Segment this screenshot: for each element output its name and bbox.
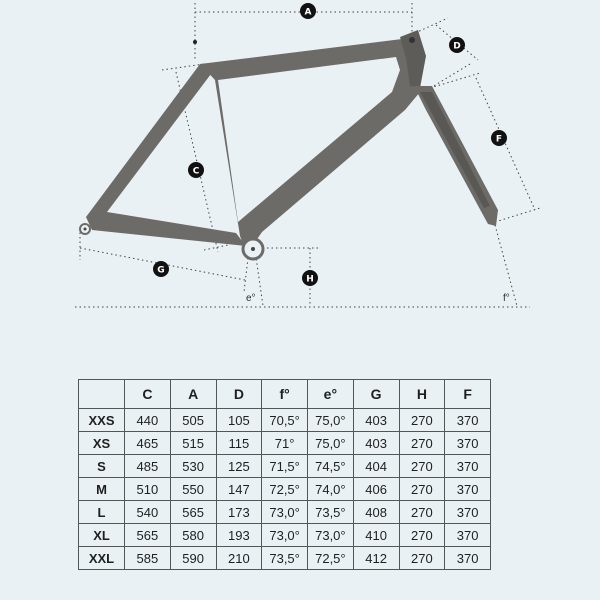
table-cell: 404 <box>353 455 399 478</box>
badge-A <box>300 3 316 19</box>
table-cell: 565 <box>125 524 171 547</box>
badge-F-label: F <box>495 134 503 145</box>
table-row <box>79 478 491 501</box>
table-cell: 71° <box>262 432 308 455</box>
table-cell: 403 <box>353 409 399 432</box>
table-cell: 73,5° <box>262 547 308 570</box>
table-cell: 72,5° <box>308 547 354 570</box>
badge-C-label: C <box>192 166 200 177</box>
table-cell: 370 <box>445 409 491 432</box>
table-cell: 410 <box>353 524 399 547</box>
table-cell: 403 <box>353 432 399 455</box>
table-cell: 412 <box>353 547 399 570</box>
main-triangle <box>200 38 422 245</box>
table-cell: 370 <box>445 478 491 501</box>
badge-H <box>302 270 318 286</box>
table-row <box>79 432 491 455</box>
table-cell: 370 <box>445 455 491 478</box>
header-cell: f° <box>262 380 308 409</box>
header-cell: F <box>445 380 491 409</box>
table-cell: 147 <box>216 478 262 501</box>
badge-G-label: G <box>157 265 165 276</box>
size-cell: L <box>79 501 125 524</box>
table-cell: 193 <box>216 524 262 547</box>
head-angle-label: f° <box>503 293 510 304</box>
badge-A-label: A <box>304 7 312 18</box>
table-cell: 406 <box>353 478 399 501</box>
badge-D-label: D <box>453 41 461 52</box>
geometry-table <box>78 379 491 570</box>
badge-G <box>153 261 169 277</box>
table-cell: 270 <box>399 455 445 478</box>
seat-angle-label: e° <box>246 293 256 304</box>
header-cell: G <box>353 380 399 409</box>
table-cell: 590 <box>170 547 216 570</box>
table-cell: 73,0° <box>262 524 308 547</box>
table-cell: 370 <box>445 547 491 570</box>
table-header-row <box>79 380 491 409</box>
table-cell: 585 <box>125 547 171 570</box>
table-cell: 115 <box>216 432 262 455</box>
table-cell: 510 <box>125 478 171 501</box>
table-row <box>79 501 491 524</box>
table-cell: 70,5° <box>262 409 308 432</box>
table-cell: 173 <box>216 501 262 524</box>
size-cell: M <box>79 478 125 501</box>
table-cell: 270 <box>399 524 445 547</box>
size-cell: S <box>79 455 125 478</box>
table-cell: 550 <box>170 478 216 501</box>
table-cell: 505 <box>170 409 216 432</box>
table-cell: 73,5° <box>308 501 354 524</box>
header-corner <box>79 380 125 409</box>
table-cell: 75,0° <box>308 432 354 455</box>
table-cell: 125 <box>216 455 262 478</box>
table-cell: 370 <box>445 524 491 547</box>
table-cell: 540 <box>125 501 171 524</box>
header-cell: A <box>170 380 216 409</box>
table-cell: 71,5° <box>262 455 308 478</box>
table-cell: 530 <box>170 455 216 478</box>
badge-H-label: H <box>306 274 314 285</box>
rear-triangle <box>86 64 246 246</box>
table-cell: 408 <box>353 501 399 524</box>
badge-F <box>491 130 507 146</box>
size-cell: XL <box>79 524 125 547</box>
badge-D <box>449 37 465 53</box>
header-cell: H <box>399 380 445 409</box>
table-cell: 210 <box>216 547 262 570</box>
badge-C <box>188 162 204 178</box>
size-cell: XXS <box>79 409 125 432</box>
table-row <box>79 547 491 570</box>
table-row <box>79 409 491 432</box>
table-cell: 370 <box>445 432 491 455</box>
table-row <box>79 455 491 478</box>
table-cell: 485 <box>125 455 171 478</box>
header-cell: C <box>125 380 171 409</box>
table-cell: 565 <box>170 501 216 524</box>
header-cell: D <box>216 380 262 409</box>
header-cell: e° <box>308 380 354 409</box>
table-cell: 370 <box>445 501 491 524</box>
table-cell: 73,0° <box>262 501 308 524</box>
table-cell: 580 <box>170 524 216 547</box>
table-cell: 74,5° <box>308 455 354 478</box>
size-cell: XXL <box>79 547 125 570</box>
table-cell: 270 <box>399 432 445 455</box>
table-cell: 440 <box>125 409 171 432</box>
table-cell: 270 <box>399 409 445 432</box>
table-cell: 515 <box>170 432 216 455</box>
table-cell: 270 <box>399 547 445 570</box>
table-cell: 73,0° <box>308 524 354 547</box>
table-cell: 465 <box>125 432 171 455</box>
table-cell: 270 <box>399 478 445 501</box>
table-cell: 105 <box>216 409 262 432</box>
size-cell: XS <box>79 432 125 455</box>
table-cell: 72,5° <box>262 478 308 501</box>
bike-frame <box>80 30 498 259</box>
table-row <box>79 524 491 547</box>
table-cell: 270 <box>399 501 445 524</box>
table-cell: 75,0° <box>308 409 354 432</box>
table-cell: 74,0° <box>308 478 354 501</box>
